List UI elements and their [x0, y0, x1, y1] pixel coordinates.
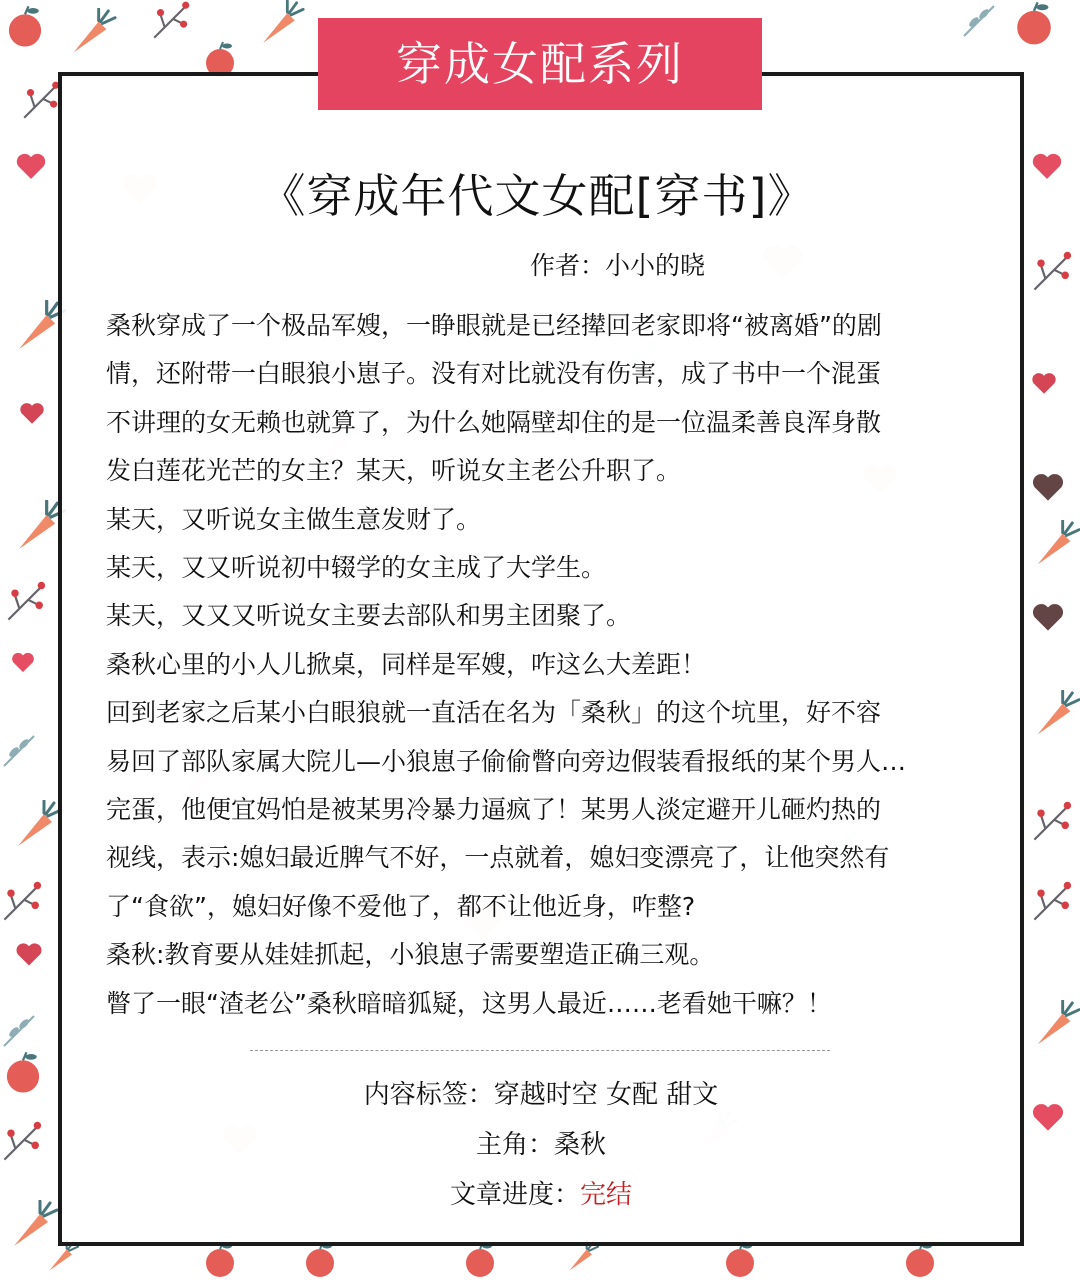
synopsis-line: 桑秋穿成了一个极品军嫂，一睁眼就是已经撵回老家即将“被离婚”的剧: [106, 311, 882, 340]
series-banner: 穿成女配系列: [318, 18, 762, 110]
status-row: [58, 1174, 1024, 1211]
tags-label: 内容标签：: [363, 1080, 494, 1110]
synopsis-line: 不讲理的女无赖也就算了，为什么她隔壁却住的是一位温柔善良浑身散: [106, 407, 882, 437]
book-title: 《穿成年代文女配[穿书]》: [259, 169, 815, 223]
synopsis-line: 了“食欲”，媳妇好像不爱他了，都不让他近身，咋整?: [106, 891, 696, 921]
synopsis-line: 桑秋心里的小人儿掀桌，同样是军嫂，咋这么大差距！: [106, 649, 707, 679]
synopsis-line: 某天，又又听说初中辍学的女主成了大学生。: [106, 553, 607, 583]
synopsis-line: 桑秋:教育要从娃娃抓起，小狼崽子需要塑造正确三观。: [106, 940, 715, 970]
synopsis-line: 完蛋，他便宜妈怕是被某男冷暴力逼疯了！某男人淡定避开儿砸灼热的: [106, 795, 882, 825]
tags-row: [58, 1074, 1024, 1111]
status-label: 文章进度：: [449, 1180, 580, 1210]
synopsis-text: [106, 302, 1010, 1028]
synopsis-line: 易回了部队家属大院儿—小狼崽子偷偷瞥向旁边假装看报纸的某个男人…: [106, 746, 907, 776]
synopsis-line: 瞥了一眼“渣老公”桑秋暗暗狐疑，这男人最近……老看她干嘛？！: [106, 988, 832, 1018]
status-value: 完结: [580, 1180, 633, 1210]
synopsis-line: 情，还附带一白眼狼小崽子。没有对比就没有伤害，成了书中一个混蛋: [106, 359, 882, 389]
book-author: 作者：小小的晓: [530, 251, 706, 280]
protagonist-value: 桑秋: [554, 1130, 607, 1160]
tags-value: 穿越时空 女配 甜文: [493, 1080, 719, 1110]
synopsis-line: 某天，又听说女主做生意发财了。: [106, 504, 482, 534]
synopsis-line: 某天，又又又听说女主要去部队和男主团聚了。: [106, 601, 632, 631]
protagonist-row: [58, 1124, 1024, 1161]
protagonist-label: 主角：: [475, 1130, 554, 1160]
section-divider: [250, 1050, 830, 1051]
synopsis-line: 发白莲花光芒的女主？某天，听说女主老公升职了。: [106, 456, 682, 486]
synopsis-line: 回到老家之后某小白眼狼就一直活在名为「桑秋」的这个坑里，好不容: [106, 698, 882, 728]
synopsis-line: 视线，表示:媳妇最近脾气不好，一点就着，媳妇变漂亮了，让他突然有: [106, 843, 890, 873]
